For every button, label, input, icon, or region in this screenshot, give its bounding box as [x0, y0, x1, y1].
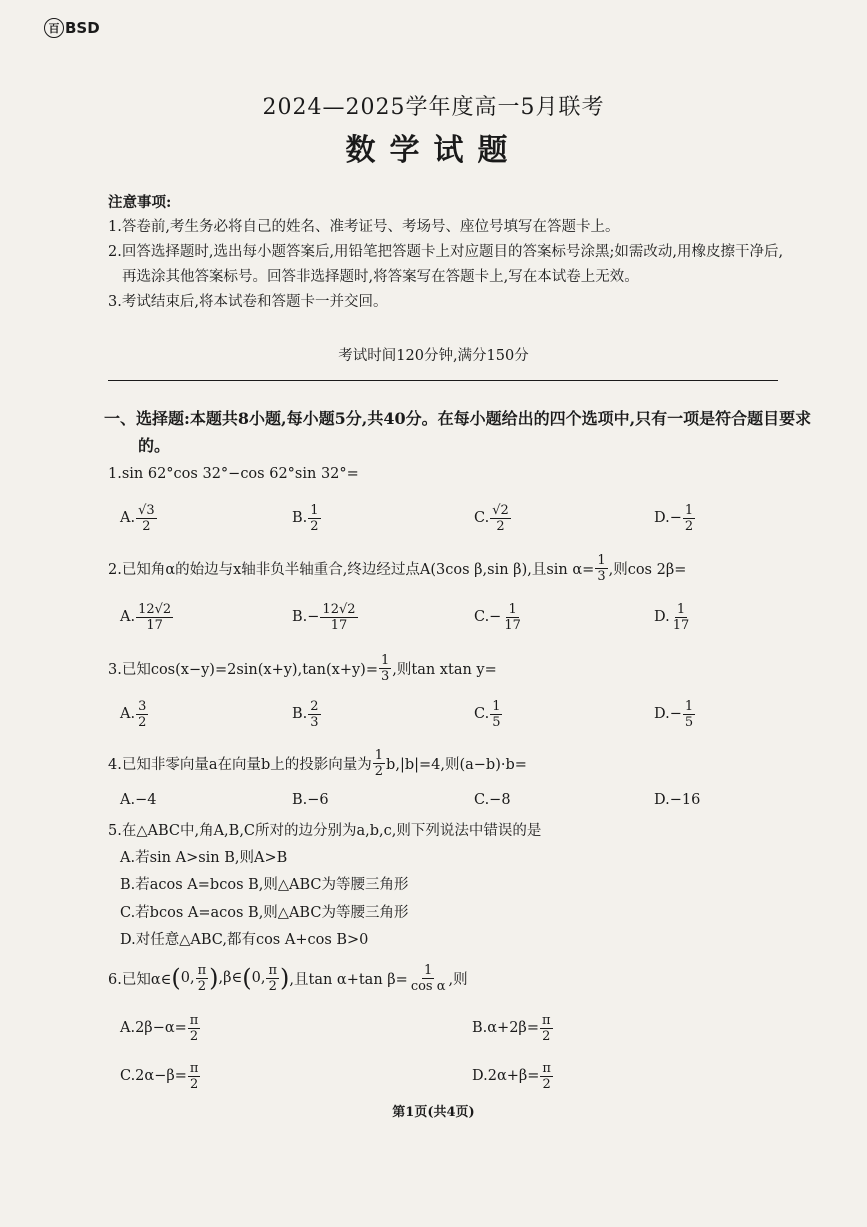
stem-text: 4.已知非零向量a在向量b上的投影向量为 — [108, 756, 372, 773]
option-label: A. — [120, 510, 136, 526]
fraction — [671, 602, 692, 633]
question-3-stem — [108, 650, 788, 686]
option-b — [292, 498, 322, 538]
fraction — [136, 699, 148, 730]
option-label: A.2β−α= — [120, 1020, 187, 1036]
interval-start: 0, — [251, 970, 266, 986]
option-c: C.若bcos A=acos B,则△ABC为等腰三角形 — [120, 905, 409, 921]
numerator: π — [189, 1060, 199, 1076]
numerator: 1 — [676, 601, 686, 617]
option-d — [654, 498, 696, 538]
option-a: A.−4 — [120, 792, 157, 808]
question-1-stem: 1.sin 62°cos 32°−cos 62°sin 32°= — [108, 466, 359, 482]
logo-text: BSD — [65, 19, 100, 37]
option-label: D. — [654, 609, 670, 625]
option-label: A. — [120, 706, 136, 722]
fraction — [266, 963, 279, 994]
option-label: A. — [120, 609, 136, 625]
numerator: 1 — [310, 502, 319, 518]
stem-text: ,则 — [448, 971, 468, 988]
denominator: 17 — [672, 617, 690, 633]
option-label: B. — [292, 510, 308, 526]
denominator: 2 — [684, 518, 694, 534]
option-label: C. — [474, 510, 490, 526]
numerator: 1 — [597, 552, 606, 568]
note-item: 1.答卷前,考生务必将自己的姓名、准考证号、考场号、座位号填写在答题卡上。 — [108, 219, 620, 235]
denominator: 2 — [310, 518, 319, 534]
denominator: 2 — [189, 1028, 199, 1044]
denominator: 2 — [138, 714, 147, 730]
fraction — [136, 602, 173, 633]
option-label: C.− — [474, 609, 502, 625]
numerator: 1 — [508, 601, 517, 617]
numerator: 3 — [138, 698, 147, 714]
interval-bracket: ) — [280, 964, 290, 992]
denominator: 5 — [492, 714, 501, 730]
option-a — [120, 498, 158, 538]
option-c — [474, 597, 524, 637]
exam-subtitle: 2024—2025学年度高一5月联考 — [262, 95, 605, 120]
note-item: 3.考试结束后,将本试卷和答题卡一并交回。 — [108, 294, 388, 310]
option-d: D.对任意△ABC,都有cos A+cos B>0 — [120, 932, 369, 948]
option-d — [654, 694, 696, 734]
option-b — [292, 694, 322, 734]
divider — [108, 380, 778, 381]
fraction — [188, 1061, 201, 1092]
fraction — [540, 1061, 553, 1092]
stem-text: 3.已知cos(x−y)=2sin(x+y),tan(x+y)= — [108, 661, 378, 678]
page-number: 第1页(共4页) — [392, 1105, 475, 1120]
fraction — [683, 503, 695, 534]
interval-start: 0, — [180, 970, 195, 986]
stem-text: ,β∈ — [218, 970, 243, 986]
denominator: 3 — [310, 714, 319, 730]
numerator: 1 — [684, 698, 694, 714]
numerator: 1 — [492, 698, 501, 714]
exam-title: 数学试题 — [345, 133, 522, 168]
option-label: B. — [292, 706, 308, 722]
numerator: π — [197, 962, 207, 978]
fraction — [595, 553, 607, 584]
numerator: √2 — [492, 502, 509, 518]
option-b — [292, 597, 359, 637]
denominator: 17 — [504, 617, 521, 633]
question-2-stem — [108, 550, 788, 586]
option-d — [472, 1058, 554, 1094]
denominator: 2 — [542, 1076, 551, 1092]
option-b: B.−6 — [292, 792, 329, 808]
option-a — [120, 597, 174, 637]
question-3-options — [120, 694, 780, 734]
denominator: 2 — [542, 1028, 551, 1044]
option-label: C.2α−β= — [120, 1068, 187, 1084]
stem-text: ,则cos 2β= — [608, 561, 687, 578]
denominator: 3 — [597, 568, 606, 584]
option-b — [472, 1010, 554, 1046]
note-item: 2.回答选择题时,选出每小题答案后,用铅笔把答题卡上对应题目的答案标号涂黑;如需改动,用橡皮擦干净后,再选涂其他答案标号。回答非选择题时,将答案写在答题卡上,写在本试卷上无效。 — [108, 244, 784, 285]
fraction — [409, 963, 448, 994]
numerator: 12√2 — [322, 601, 356, 617]
option-label: C. — [474, 706, 490, 722]
option-label: D.− — [654, 706, 682, 722]
fraction — [308, 699, 320, 730]
option-a — [120, 1010, 201, 1046]
option-c: C.−8 — [474, 792, 511, 808]
interval-bracket: ) — [209, 964, 219, 992]
fraction — [308, 503, 320, 534]
numerator: π — [189, 1012, 199, 1028]
fraction — [320, 602, 357, 633]
fraction — [490, 699, 502, 730]
numerator: π — [541, 1012, 551, 1028]
fraction — [196, 963, 209, 994]
option-label: B.α+2β= — [472, 1020, 539, 1036]
numerator: √3 — [138, 502, 155, 518]
option-c — [474, 498, 512, 538]
fraction — [188, 1013, 201, 1044]
denominator: 17 — [146, 617, 163, 633]
option-c — [120, 1058, 201, 1094]
fraction — [379, 653, 391, 684]
option-label: B.− — [292, 609, 320, 625]
logo-mark: 百 — [44, 18, 64, 38]
question-4-stem — [108, 745, 788, 781]
option-label: D.2α+β= — [472, 1068, 540, 1084]
publisher-logo — [44, 18, 100, 38]
numerator: π — [268, 962, 278, 978]
question-4-options — [120, 780, 780, 820]
numerator: 1 — [381, 652, 390, 668]
option-a: A.若sin A>sin B,则A>B — [120, 850, 288, 866]
question-2-options — [120, 597, 780, 637]
denominator: 2 — [496, 518, 505, 534]
interval-bracket: ( — [171, 964, 181, 992]
fraction — [540, 1013, 553, 1044]
option-a — [120, 694, 149, 734]
denominator: 17 — [330, 617, 348, 633]
option-label: D.− — [654, 510, 682, 526]
question-1-options — [120, 498, 780, 538]
section-heading: 一、选择题:本题共8小题,每小题5分,共40分。在每小题给出的四个选项中,只有一项是符合题目要求的。 — [104, 409, 812, 455]
numerator: 1 — [374, 747, 384, 763]
notes-section — [108, 190, 788, 315]
option-d — [654, 597, 692, 637]
denominator: 2 — [197, 978, 206, 994]
interval-bracket: ( — [242, 964, 252, 992]
fraction — [136, 503, 157, 534]
numerator: 1 — [424, 962, 433, 978]
stem-text: 2.已知角α的始边与x轴非负半轴重合,终边经过点A(3cos β,sin β),且sin α= — [108, 561, 595, 578]
notes-title: 注意事项: — [108, 194, 172, 211]
option-b: B.若acos A=bcos B,则△ABC为等腰三角形 — [120, 877, 409, 893]
fraction — [373, 748, 385, 779]
option-c — [474, 694, 503, 734]
denominator: 2 — [268, 978, 277, 994]
denominator: 2 — [374, 763, 384, 779]
question-6-stem — [108, 958, 788, 998]
fraction — [502, 602, 523, 633]
numerator: 12√2 — [138, 601, 172, 617]
stem-text: ,则tan xtan y= — [392, 661, 497, 678]
denominator: 3 — [381, 668, 390, 684]
denominator: 2 — [142, 518, 151, 534]
denominator: cos α — [410, 978, 446, 994]
fraction — [490, 503, 511, 534]
numerator: 2 — [310, 698, 319, 714]
denominator: 2 — [190, 1076, 199, 1092]
stem-text: ,且tan α+tan β= — [289, 971, 408, 988]
stem-text: b,|b|=4,则(a−b)·b= — [386, 756, 527, 773]
stem-text: 6.已知α∈ — [108, 971, 172, 988]
numerator: π — [542, 1060, 551, 1076]
exam-time: 考试时间120分钟,满分150分 — [338, 348, 529, 364]
question-5-stem: 5.在△ABC中,角A,B,C所对的边分别为a,b,c,则下列说法中错误的是 — [108, 823, 542, 839]
numerator: 1 — [684, 502, 694, 518]
option-d: D.−16 — [654, 792, 701, 808]
fraction — [683, 699, 695, 730]
denominator: 5 — [684, 714, 694, 730]
